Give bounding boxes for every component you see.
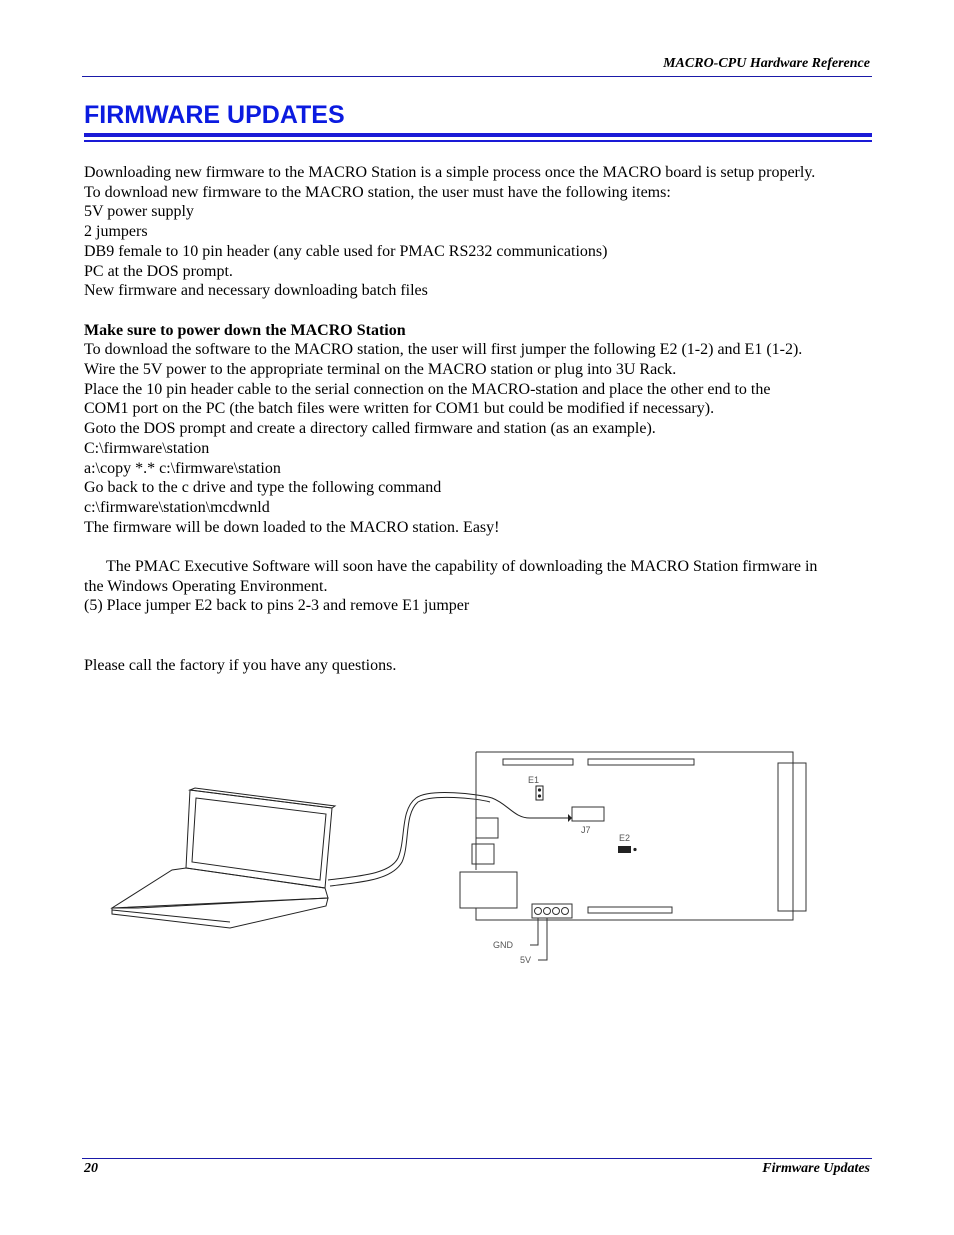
step-line: C:\firmware\station [84, 439, 210, 457]
step-line: COM1 port on the PC (the batch files were written for COM1 but could be modified if necessary). [84, 400, 715, 418]
step-line: Go back to the c drive and type the following command [84, 479, 442, 497]
serial-cable [328, 793, 568, 880]
step-line: Wire the 5V power to the appropriate terminal on the MACRO station or plug into 3U Rack. [84, 361, 677, 379]
footer-section: Firmware Updates [762, 1161, 870, 1176]
label-5v: 5V [520, 955, 532, 965]
label-e2: E2 [619, 833, 631, 843]
power-down-warning: Make sure to power down the MACRO Station [84, 321, 406, 339]
note-line: the Windows Operating Environment. [84, 577, 328, 595]
title-rule-thin [84, 140, 872, 142]
closing-line: Please call the factory if you have any questions. [84, 656, 397, 674]
intro-line: PC at the DOS prompt. [84, 262, 233, 280]
step-line: c:\firmware\station\mcdwnld [84, 498, 270, 516]
title-rule-thick [84, 133, 872, 137]
page-number: 20 [84, 1161, 98, 1176]
footer-rule [82, 1158, 872, 1159]
jumper-step: (5) Place jumper E2 back to pins 2-3 and remove E1 jumper [84, 597, 470, 615]
intro-line: New firmware and necessary downloading batch files [84, 282, 428, 300]
macro-board [460, 752, 806, 960]
intro-line: DB9 female to 10 pin header (any cable used for PMAC RS232 communications) [84, 242, 608, 260]
step-line: To download the software to the MACRO station, the user will first jumper the following E2 (1-2) and E1 (1-2). [84, 341, 803, 359]
step-line: Goto the DOS prompt and create a directory called firmware and station (as an example). [84, 420, 656, 438]
jumper-e1 [536, 786, 543, 800]
intro-line: To download new firmware to the MACRO station, the user must have the following items: [84, 183, 671, 201]
running-header: MACRO-CPU Hardware Reference [663, 56, 870, 71]
section-title: FIRMWARE UPDATES [84, 101, 345, 129]
note-line: The PMAC Executive Software will soon have the capability of downloading the MACRO Station firmware in [106, 558, 818, 576]
intro-line: 5V power supply [84, 203, 194, 221]
laptop-illustration [112, 788, 335, 928]
header-rule [82, 76, 872, 77]
intro-line: 2 jumpers [84, 223, 148, 241]
label-gnd: GND [493, 940, 513, 950]
step-line: The firmware will be down loaded to the MACRO station. Easy! [84, 518, 500, 536]
jumper-e2 [618, 846, 631, 853]
label-j7: J7 [581, 825, 591, 835]
label-e1: E1 [528, 775, 540, 785]
connection-diagram [100, 740, 820, 980]
step-line: Place the 10 pin header cable to the serial connection on the MACRO-station and place the other end to the [84, 380, 771, 398]
step-line: a:\copy *.* c:\firmware\station [84, 459, 281, 477]
body-text [84, 163, 884, 675]
intro-line: Downloading new firmware to the MACRO Station is a simple process once the MACRO board is setup properly. [84, 164, 816, 181]
